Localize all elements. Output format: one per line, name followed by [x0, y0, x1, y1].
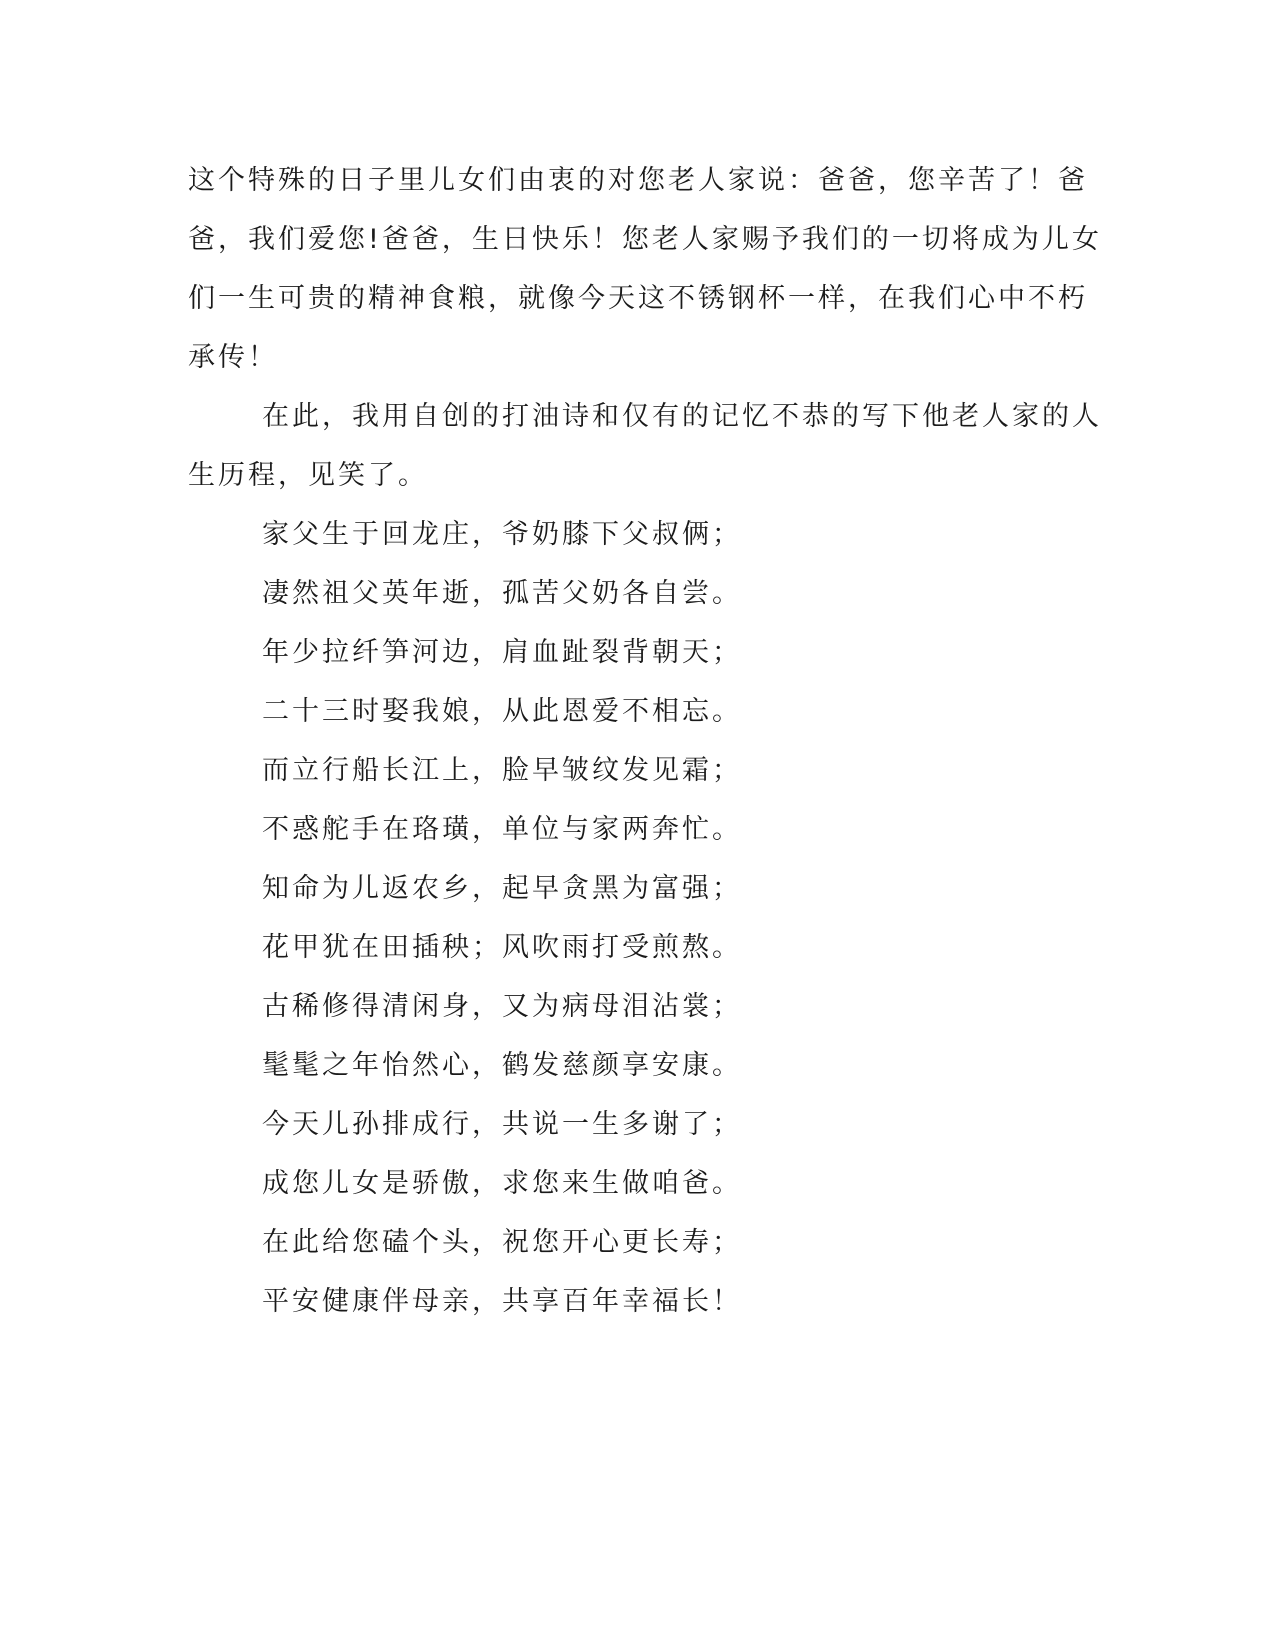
poem-line: 而立行船长江上，脸早皱纹发见霜； — [262, 755, 742, 786]
poem-line: 花甲犹在田插秧；风吹雨打受煎熬。 — [262, 932, 742, 963]
poem-line: 知命为儿返农乡，起早贪黑为富强； — [262, 873, 742, 904]
poem-line: 髦髦之年怡然心，鹤发慈颜享安康。 — [262, 1050, 742, 1081]
poem-line: 年少拉纤笋河边，肩血趾裂背朝天； — [262, 637, 742, 668]
paragraph-line: 们一生可贵的精神食粮，就像今天这不锈钢杯一样，在我们心中不朽 — [188, 283, 1088, 314]
poem-line: 不惑舵手在珞璜，单位与家两奔忙。 — [262, 814, 742, 845]
paragraph-line: 生历程，见笑了。 — [188, 460, 428, 491]
poem-line: 古稀修得清闲身，又为病母泪沾裳； — [262, 991, 742, 1022]
paragraph-line: 爸，我们爱您!爸爸，生日快乐！您老人家赐予我们的一切将成为儿女 — [188, 224, 1102, 255]
poem-line: 二十三时娶我娘，从此恩爱不相忘。 — [262, 696, 742, 727]
poem-line: 成您儿女是骄傲，求您来生做咱爸。 — [262, 1168, 742, 1199]
paragraph-line: 承传！ — [188, 342, 278, 373]
poem-line: 凄然祖父英年逝，孤苦父奶各自尝。 — [262, 578, 742, 609]
poem-line: 在此给您磕个头，祝您开心更长寿； — [262, 1227, 742, 1258]
poem-line: 今天儿孙排成行，共说一生多谢了； — [262, 1109, 742, 1140]
paragraph-line: 这个特殊的日子里儿女们由衷的对您老人家说：爸爸，您辛苦了！爸 — [188, 165, 1088, 196]
poem-line: 平安健康伴母亲，共享百年幸福长！ — [262, 1286, 742, 1317]
paragraph-line: 在此，我用自创的打油诗和仅有的记忆不恭的写下他老人家的人 — [262, 401, 1102, 432]
poem-line: 家父生于回龙庄，爷奶膝下父叔俩； — [262, 519, 742, 550]
